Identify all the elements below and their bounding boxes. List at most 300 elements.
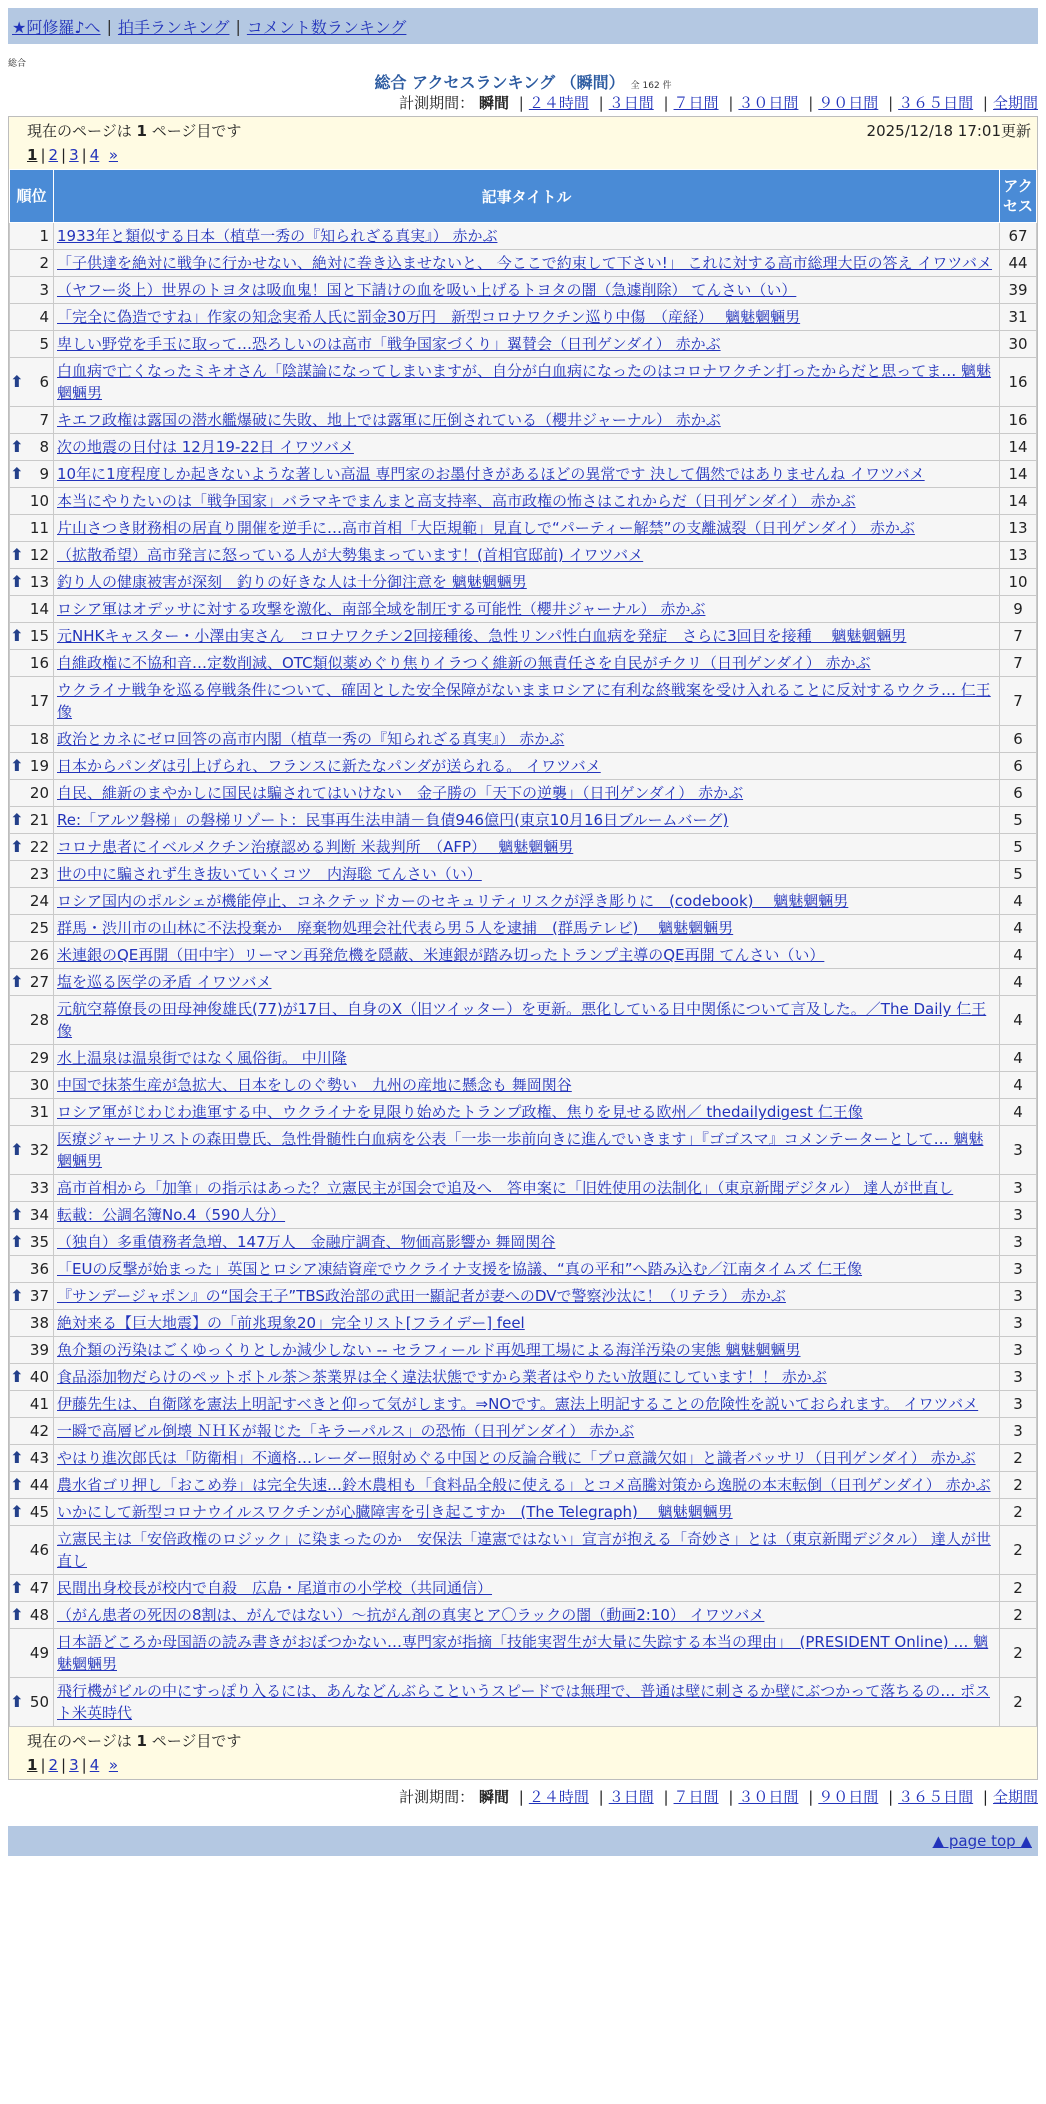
title-cell	[54, 996, 1000, 1045]
table-row	[10, 888, 1037, 915]
table-row	[10, 331, 1037, 358]
pager-page-2[interactable]: 2	[48, 1756, 59, 1774]
col-header-title: 記事タイトル	[54, 170, 1000, 223]
table-row	[10, 780, 1037, 807]
article-link[interactable]: 高市首相から「加筆」の指示はあった？立憲民主が国会で追及へ 答申案に「旧姓使用の法制化」（東京新聞デジタル） 達人が世直し	[57, 1179, 954, 1197]
rank-number: 13	[29, 573, 49, 591]
rank-cell	[10, 461, 54, 488]
table-row	[10, 223, 1037, 250]
pager-page-3[interactable]: 3	[69, 1756, 79, 1774]
article-link[interactable]: 元航空幕僚長の田母神俊雄氏(77)が17日、自身のX（旧ツイッター）を更新。悪化している日中関係について言及した。／The Daily 仁王像	[57, 1000, 987, 1040]
rank-cell	[10, 1045, 54, 1072]
top-nav-bar	[8, 8, 1038, 44]
arrow-up-icon: ⬆	[10, 1286, 24, 1305]
article-link[interactable]: 食品添加物だらけのペットボトル茶＞茶業界は全く違法状態ですから業者はやりたい放題にしています！！ 赤かぶ	[57, 1368, 827, 1386]
article-link[interactable]: 「子供達を絶対に戦争に行かせない、絶対に巻き込ませないと、 今ここで約束して下さい!」 これに対する高市総理大臣の答え イワツバメ	[57, 254, 993, 272]
article-link[interactable]: 自民、維新のまやかしに国民は騙されてはいけない 金子勝の「天下の逆襲」（日刊ゲンダイ） 赤かぶ	[57, 784, 744, 802]
access-count: 2	[1000, 1499, 1037, 1526]
title-cell	[54, 250, 1000, 277]
access-count: 2	[1000, 1629, 1037, 1678]
rank-number: 42	[29, 1422, 49, 1440]
rank-cell	[10, 1310, 54, 1337]
access-count: 4	[1000, 996, 1037, 1045]
article-link[interactable]: （独自）多重債務者急増、147万人 金融庁調査、物価高影響か 舞岡関谷	[57, 1233, 556, 1251]
rank-cell	[10, 1175, 54, 1202]
rank-number: 4	[39, 308, 49, 326]
rank-cell	[10, 915, 54, 942]
article-link[interactable]: 「EUの反撃が始まった」英国とロシア凍結資産でウクライナ支援を協議、“真の平和”へ踏み込む／江南タイムズ 仁王像	[57, 1260, 863, 1278]
pager-page-3[interactable]: 3	[69, 146, 79, 164]
access-count: 31	[1000, 304, 1037, 331]
article-link[interactable]: いかにして新型コロナウイルスワクチンが心臓障害を引き起こすか (The Telegraph) 魑魅魍魎男	[57, 1503, 733, 1521]
title-cell	[54, 807, 1000, 834]
article-link[interactable]: 飛行機がビルの中にすっぽり入るには、あんなどんぶらこというスピードでは無理で、普通は壁に刺さるか壁にぶつかって落ちるの… ポスト米英時代	[57, 1682, 990, 1722]
arrow-up-icon: ⬆	[10, 1475, 24, 1494]
title-cell	[54, 1256, 1000, 1283]
rank-cell	[10, 1337, 54, 1364]
article-link[interactable]: 伊藤先生は、自衛隊を憲法上明記すべきと仰って気がします。⇒NOです。憲法上明記することの危険性を説いておられます。 イワツバメ	[57, 1395, 979, 1413]
rank-number: 44	[29, 1476, 49, 1494]
arrow-up-icon: ⬆	[10, 972, 24, 991]
title-cell	[54, 407, 1000, 434]
rank-cell	[10, 677, 54, 726]
article-link[interactable]: 日本からパンダは引上げられ、フランスに新たなパンダが送られる。 イワツバメ	[57, 757, 601, 775]
access-count: 6	[1000, 780, 1037, 807]
title-cell	[54, 1045, 1000, 1072]
table-row	[10, 1418, 1037, 1445]
period-365d[interactable]: ３６５日間	[898, 94, 974, 112]
title-cell	[54, 623, 1000, 650]
access-count: 13	[1000, 542, 1037, 569]
access-count: 9	[1000, 596, 1037, 623]
table-row	[10, 807, 1037, 834]
article-link[interactable]: 農水省ゴリ押し「おこめ券」は完全失速…鈴木農相も「食料品全般に使える」とコメ高騰対策から逸脱の本末転倒（日刊ゲンダイ） 赤かぶ	[57, 1476, 991, 1494]
rank-cell	[10, 1072, 54, 1099]
bottom-bar	[8, 1826, 1038, 1856]
page-top-link[interactable]: ▲ page top ▲	[932, 1832, 1032, 1850]
access-count: 4	[1000, 1099, 1037, 1126]
access-count: 5	[1000, 834, 1037, 861]
rank-number: 20	[29, 784, 49, 802]
rank-number: 45	[29, 1503, 49, 1521]
article-link[interactable]: 自維政権に不協和音…定数削減、OTC類似薬めぐり焦りイラつく維新の無責任さを自民がチクリ（日刊ゲンダイ） 赤かぶ	[57, 654, 871, 672]
pager-page-4[interactable]: 4	[89, 146, 100, 164]
rank-number: 23	[29, 865, 49, 883]
rank-number: 27	[29, 973, 49, 991]
table-row	[10, 1256, 1037, 1283]
arrow-up-icon: ⬆	[10, 837, 24, 856]
table-row	[10, 488, 1037, 515]
rank-number: 25	[29, 919, 49, 937]
access-count: 6	[1000, 726, 1037, 753]
access-count: 5	[1000, 807, 1037, 834]
rank-number: 41	[29, 1395, 49, 1413]
rank-cell	[10, 1575, 54, 1602]
table-row	[10, 1472, 1037, 1499]
access-count: 3	[1000, 1337, 1037, 1364]
table-row	[10, 1072, 1037, 1099]
article-link[interactable]: 塩を巡る医学の矛盾 イワツバメ	[57, 973, 272, 991]
article-link[interactable]: 医療ジャーナリストの森田豊氏、急性骨髄性白血病を公表「一歩一歩前向きに進んでいきます」『ゴゴスマ』コメンテーターとして… 魑魅魍魎男	[57, 1130, 984, 1170]
arrow-up-icon: ⬆	[10, 1232, 24, 1251]
access-count: 6	[1000, 753, 1037, 780]
pager-top: 1 | 2 | 3 | 4 »	[9, 145, 1037, 169]
pager-current: 1	[27, 146, 38, 164]
title-cell	[54, 650, 1000, 677]
period-selector-bottom: 計測期間： 瞬間 | ２４時間 | ３日間 | ７日間 | ３０日間 | ９０日間 | ３６５日間 | 全期間	[399, 1788, 1038, 1806]
rank-number: 22	[29, 838, 49, 856]
article-link[interactable]: 中国で抹茶生産が急拡大、日本をしのぐ勢い 九州の産地に懸念も 舞岡関谷	[57, 1076, 572, 1094]
arrow-up-icon: ⬆	[10, 372, 24, 391]
rank-number: 9	[39, 465, 49, 483]
article-link[interactable]: （拡散希望）高市発言に怒っている人が大勢集まっています！(首相官邸前) イワツバメ	[57, 546, 644, 564]
title-cell	[54, 1175, 1000, 1202]
title-cell	[54, 1575, 1000, 1602]
title-cell	[54, 1126, 1000, 1175]
arrow-up-icon: ⬆	[10, 545, 24, 564]
title-cell	[54, 834, 1000, 861]
table-row	[10, 434, 1037, 461]
article-link[interactable]: 次の地震の日付は 12月19-22日 イワツバメ	[57, 438, 354, 456]
access-count: 3	[1000, 1256, 1037, 1283]
title-cell	[54, 596, 1000, 623]
access-count: 3	[1000, 1283, 1037, 1310]
article-link[interactable]: 卑しい野党を手玉に取って…恐ろしいのは高市「戦争国家づくり」翼賛会（日刊ゲンダイ） 赤かぶ	[57, 335, 721, 353]
article-link[interactable]: Re:「アルツ磐梯」の磐梯リゾート：民事再生法申請－負債946億円(東京10月16日ブルームバーグ)	[57, 811, 729, 829]
title-cell	[54, 969, 1000, 996]
arrow-up-icon: ⬆	[10, 756, 24, 775]
rank-number: 33	[29, 1179, 49, 1197]
page-status-text: 現在のページは 1 ページ目です	[27, 122, 242, 140]
access-count: 14	[1000, 461, 1037, 488]
rank-number: 7	[39, 411, 49, 429]
article-link[interactable]: ロシア軍がじわじわ進軍する中、ウクライナを見限り始めたトランプ政権、焦りを見せる欧州／ thedailydigest 仁王像	[57, 1103, 863, 1121]
access-count: 3	[1000, 1418, 1037, 1445]
access-count: 4	[1000, 1072, 1037, 1099]
page-status-text: 現在のページは 1 ページ目です	[27, 1732, 242, 1750]
period-3d[interactable]: ３日間	[608, 1788, 654, 1806]
access-count: 7	[1000, 677, 1037, 726]
rank-cell	[10, 331, 54, 358]
access-count: 4	[1000, 1045, 1037, 1072]
rank-number: 31	[29, 1103, 49, 1121]
access-count: 67	[1000, 223, 1037, 250]
rank-cell	[10, 569, 54, 596]
rank-number: 37	[29, 1287, 49, 1305]
pager-current: 1	[27, 1756, 38, 1774]
title-cell	[54, 1364, 1000, 1391]
article-link[interactable]: 絶対来る【巨大地震】の「前兆現象20」完全リスト[フライデー] feel	[57, 1314, 525, 1332]
article-link[interactable]: 元NHKキャスター・小澤由実さん コロナワクチン2回接種後、急性リンパ性白血病を発症 さらに3回目を接種 魑魅魍魎男	[57, 627, 907, 645]
access-count: 4	[1000, 942, 1037, 969]
article-link[interactable]: コロナ患者にイベルメクチン治療認める判断 米裁判所 （AFP） 魑魅魍魎男	[57, 838, 574, 856]
period-24h[interactable]: ２４時間	[528, 1788, 589, 1806]
title-cell	[54, 1202, 1000, 1229]
rank-cell	[10, 726, 54, 753]
access-count: 3	[1000, 1364, 1037, 1391]
article-link[interactable]: 米連銀のQE再開（田中宇）リーマン再発危機を隠蔽、米連銀が踏み切ったトランプ主導のQE再開 てんさい（い）	[57, 946, 825, 964]
access-count: 3	[1000, 1202, 1037, 1229]
title-cell	[54, 726, 1000, 753]
access-count: 2	[1000, 1602, 1037, 1629]
article-link[interactable]: 『サンデージャポン』の“国会王子”TBS政治部の武田一顯記者が妻へのDVで警察沙汰に！（リテラ） 赤かぶ	[57, 1287, 786, 1305]
rank-number: 29	[29, 1049, 49, 1067]
article-link[interactable]: 世の中に騙されず生き抜いていくコツ 内海聡 てんさい（い）	[57, 865, 482, 883]
article-link[interactable]: 1933年と類似する日本（植草一秀の『知られざる真実』） 赤かぶ	[57, 227, 498, 245]
rank-number: 30	[29, 1076, 49, 1094]
arrow-up-icon: ⬆	[10, 810, 24, 829]
rank-number: 38	[29, 1314, 49, 1332]
rank-cell	[10, 304, 54, 331]
title-cell	[54, 569, 1000, 596]
table-row	[10, 1678, 1037, 1727]
pager-page-4[interactable]: 4	[89, 1756, 100, 1774]
article-link[interactable]: 魚介類の汚染はごくゆっくりとしか減少しない -- セラフィールド再処理工場による海洋汚染の実態 魑魅魍魎男	[57, 1341, 801, 1359]
title-cell	[54, 753, 1000, 780]
article-link[interactable]: 釣り人の健康被害が深刻 釣りの好きな人は十分御注意を 魑魅魍魎男	[57, 573, 527, 591]
table-row	[10, 515, 1037, 542]
nav-separator: |	[235, 16, 241, 36]
rank-cell	[10, 1202, 54, 1229]
rank-cell	[10, 753, 54, 780]
article-link[interactable]: 転載：公調名簿No.4（590人分）	[57, 1206, 286, 1224]
article-link[interactable]: キエフ政権は露国の潜水艦爆破に失敗、地上では露軍に圧倒されている（櫻井ジャーナル） 赤かぶ	[57, 411, 721, 429]
title-cell	[54, 277, 1000, 304]
access-count: 3	[1000, 1391, 1037, 1418]
table-row	[10, 1175, 1037, 1202]
rank-number: 28	[29, 1011, 49, 1029]
rank-number: 10	[29, 492, 49, 510]
rank-cell	[10, 780, 54, 807]
pager-next[interactable]: »	[108, 146, 118, 164]
table-row	[10, 861, 1037, 888]
table-row	[10, 1202, 1037, 1229]
arrow-up-icon: ⬆	[10, 572, 24, 591]
ranking-frame	[8, 116, 1038, 1780]
access-count: 7	[1000, 650, 1037, 677]
title-cell	[54, 542, 1000, 569]
period-30d[interactable]: ３０日間	[738, 1788, 799, 1806]
rank-cell	[10, 1499, 54, 1526]
rank-number: 16	[29, 654, 49, 672]
table-row	[10, 623, 1037, 650]
period-selector: 計測期間： 瞬間 | ２４時間 | ３日間 | ７日間 | ３０日間 | ９０日間 | ３６５日間 | 全期間	[399, 94, 1038, 112]
article-link[interactable]: （ヤフー炎上）世界のトヨタは吸血鬼！国と下請けの血を吸い上げるトヨタの闇（急遽削除） てんさい（い）	[57, 281, 797, 299]
article-link[interactable]: 政治とカネにゼロ回答の高市内閣（植草一秀の『知られざる真実』） 赤かぶ	[57, 730, 565, 748]
table-row	[10, 596, 1037, 623]
table-row	[10, 1310, 1037, 1337]
title-cell	[54, 1391, 1000, 1418]
table-row	[10, 358, 1037, 407]
access-count: 39	[1000, 277, 1037, 304]
article-link[interactable]: 「完全に偽造ですね」作家の知念実希人氏に罰金30万円 新型コロナワクチン巡り中傷 （産経） 魑魅魍魎男	[57, 308, 801, 326]
access-count: 30	[1000, 331, 1037, 358]
title-cell	[54, 1229, 1000, 1256]
period-7d[interactable]: ７日間	[673, 1788, 719, 1806]
table-row	[10, 1045, 1037, 1072]
period-90d[interactable]: ９０日間	[818, 1788, 879, 1806]
table-row	[10, 542, 1037, 569]
rank-cell	[10, 888, 54, 915]
article-link[interactable]: 一瞬で高層ビル倒壊 ＮＨＫが報じた「キラーパルス」の恐怖（日刊ゲンダイ） 赤かぶ	[57, 1422, 635, 1440]
rank-number: 34	[29, 1206, 49, 1224]
article-link[interactable]: 水上温泉は温泉街ではなく風俗街。 中川隆	[57, 1049, 347, 1067]
rank-number: 5	[39, 335, 49, 353]
rank-number: 26	[29, 946, 49, 964]
period-all[interactable]: 全期間	[992, 94, 1038, 112]
rank-cell	[10, 807, 54, 834]
table-row	[10, 1575, 1037, 1602]
access-count: 13	[1000, 515, 1037, 542]
table-row	[10, 1445, 1037, 1472]
arrow-up-icon: ⬆	[10, 437, 24, 456]
period-label: 計測期間：	[399, 1788, 475, 1806]
title-cell	[54, 488, 1000, 515]
home-link[interactable]: ★阿修羅♪へ	[12, 17, 101, 37]
pager-page-2[interactable]: 2	[48, 146, 59, 164]
title-cell	[54, 515, 1000, 542]
rank-cell	[10, 277, 54, 304]
table-row	[10, 277, 1037, 304]
title-cell	[54, 1310, 1000, 1337]
rank-number: 35	[29, 1233, 49, 1251]
title-cell	[54, 304, 1000, 331]
rank-cell	[10, 834, 54, 861]
rank-cell	[10, 250, 54, 277]
rank-number: 17	[29, 692, 49, 710]
pager-next[interactable]: »	[108, 1756, 118, 1774]
rank-number: 36	[29, 1260, 49, 1278]
table-row	[10, 1126, 1037, 1175]
title-cell	[54, 434, 1000, 461]
clap-ranking-link[interactable]: 拍手ランキング	[117, 17, 230, 37]
article-link[interactable]: ウクライナ戦争を巡る停戦条件について、確固とした安全保障がないままロシアに有利な終戦案を受け入れることに反対するウクラ… 仁王像	[57, 681, 991, 721]
rank-cell	[10, 223, 54, 250]
rank-cell	[10, 1283, 54, 1310]
rank-cell	[10, 1364, 54, 1391]
rank-number: 12	[29, 546, 49, 564]
article-link[interactable]: 本当にやりたいのは「戦争国家」バラマキでまんまと高支持率、高市政権の怖さはこれからだ（日刊ゲンダイ） 赤かぶ	[57, 492, 856, 510]
period-365d[interactable]: ３６５日間	[898, 1788, 974, 1806]
rank-number: 32	[29, 1141, 49, 1159]
title-cell	[54, 1072, 1000, 1099]
article-link[interactable]: 10年に1度程度しか起きないような著しい高温 専門家のお墨付きがあるほどの異常です 決して偶然ではありませんね イワツバメ	[57, 465, 925, 483]
article-link[interactable]: ロシア軍はオデッサに対する攻撃を激化、南部全域を制圧する可能性（櫻井ジャーナル） 赤かぶ	[57, 600, 706, 618]
article-link[interactable]: 片山さつき財務相の居直り開催を逆手に…高市首相「大臣規範」見直しで“パーティー解禁”の支離滅裂（日刊ゲンダイ） 赤かぶ	[57, 519, 915, 537]
title-cell	[54, 915, 1000, 942]
access-count: 4	[1000, 915, 1037, 942]
article-link[interactable]: 立憲民主は「安倍政権のロジック」に染まったのか 安保法「違憲ではない」宣言が抱える「奇妙さ」とは（東京新聞デジタル） 達人が世直し	[57, 1530, 991, 1570]
rank-number: 49	[29, 1644, 49, 1662]
article-link[interactable]: 日本語どころか母国語の読み書きがおぼつかない…専門家が指摘「技能実習生が大量に失踪する本当の理由」 (PRESIDENT Online) … 魑魅魍魎男	[57, 1633, 989, 1673]
title-cell	[54, 1499, 1000, 1526]
access-count: 3	[1000, 1229, 1037, 1256]
ranking-table	[9, 169, 1037, 1727]
access-count: 14	[1000, 488, 1037, 515]
rank-cell	[10, 1126, 54, 1175]
arrow-up-icon: ⬆	[10, 1205, 24, 1224]
access-count: 2	[1000, 1445, 1037, 1472]
rank-cell	[10, 969, 54, 996]
table-row	[10, 834, 1037, 861]
col-header-rank: 順位	[10, 170, 54, 223]
title-cell	[54, 1602, 1000, 1629]
title-cell	[54, 942, 1000, 969]
arrow-up-icon: ⬆	[10, 1367, 24, 1386]
rank-cell	[10, 1099, 54, 1126]
rank-number: 43	[29, 1449, 49, 1467]
rank-number: 11	[29, 519, 49, 537]
table-row	[10, 726, 1037, 753]
article-link[interactable]: やはり進次郎氏は「防衛相」不適格…レーダー照射めぐる中国との反論合戦に「プロ意識欠如」と識者バッサリ（日刊ゲンダイ） 赤かぶ	[57, 1449, 976, 1467]
access-count: 2	[1000, 1575, 1037, 1602]
article-link[interactable]: 民間出身校長が校内で自殺 広島・尾道市の小学校（共同通信）	[57, 1579, 493, 1597]
access-count: 2	[1000, 1526, 1037, 1575]
table-row	[10, 753, 1037, 780]
period-24h[interactable]: ２４時間	[528, 94, 589, 112]
period-30d[interactable]: ３０日間	[738, 94, 799, 112]
period-90d[interactable]: ９０日間	[818, 94, 879, 112]
rank-cell	[10, 623, 54, 650]
rank-cell	[10, 1418, 54, 1445]
period-label: 計測期間：	[399, 94, 475, 112]
arrow-up-icon: ⬆	[10, 1605, 24, 1624]
rank-cell	[10, 861, 54, 888]
arrow-up-icon: ⬆	[10, 464, 24, 483]
total-count: 全 162 件	[630, 81, 672, 91]
title-cell	[54, 1445, 1000, 1472]
rank-cell	[10, 542, 54, 569]
access-count: 10	[1000, 569, 1037, 596]
arrow-up-icon: ⬆	[10, 1692, 24, 1711]
period-all[interactable]: 全期間	[992, 1788, 1038, 1806]
rank-number: 46	[29, 1541, 49, 1559]
rank-cell	[10, 1472, 54, 1499]
rank-number: 47	[29, 1579, 49, 1597]
title-cell	[54, 358, 1000, 407]
col-header-access: アクセス	[1000, 170, 1037, 223]
article-link[interactable]: 群馬・渋川市の山林に不法投棄か 廃棄物処理会社代表ら男５人を逮捕 (群馬テレビ) 魑魅魍魎男	[57, 919, 734, 937]
comment-ranking-link[interactable]: コメント数ランキング	[246, 17, 407, 37]
period-7d[interactable]: ７日間	[673, 94, 719, 112]
table-row	[10, 1229, 1037, 1256]
rank-number: 48	[29, 1606, 49, 1624]
access-count: 4	[1000, 888, 1037, 915]
rank-number: 18	[29, 730, 49, 748]
rank-cell	[10, 1391, 54, 1418]
period-current: 瞬間	[478, 1788, 509, 1806]
article-link[interactable]: ロシア国内のポルシェが機能停止、コネクテッドカーのセキュリティリスクが浮き彫りに (codebook) 魑魅魍魎男	[57, 892, 849, 910]
access-count: 5	[1000, 861, 1037, 888]
rank-cell	[10, 358, 54, 407]
arrow-up-icon: ⬆	[10, 1578, 24, 1597]
access-count: 2	[1000, 1678, 1037, 1727]
article-link[interactable]: 白血病で亡くなったミキオさん「陰謀論になってしまいますが、自分が白血病になったのはコロナワクチン打ったからだと思ってま… 魑魅魍魎男	[57, 362, 992, 402]
title-cell	[54, 861, 1000, 888]
title-cell	[54, 1283, 1000, 1310]
article-link[interactable]: （がん患者の死因の8割は、がんではない）～抗がん剤の真実とア〇ラックの闇（動画2:10） イワツバメ	[57, 1606, 765, 1624]
rank-number: 14	[29, 600, 49, 618]
title-cell	[54, 1099, 1000, 1126]
rank-number: 1	[39, 227, 49, 245]
rank-cell	[10, 407, 54, 434]
rank-cell	[10, 996, 54, 1045]
period-3d[interactable]: ３日間	[608, 94, 654, 112]
rank-cell	[10, 1602, 54, 1629]
title-cell	[54, 1526, 1000, 1575]
title-cell	[54, 780, 1000, 807]
rank-number: 6	[39, 373, 49, 391]
